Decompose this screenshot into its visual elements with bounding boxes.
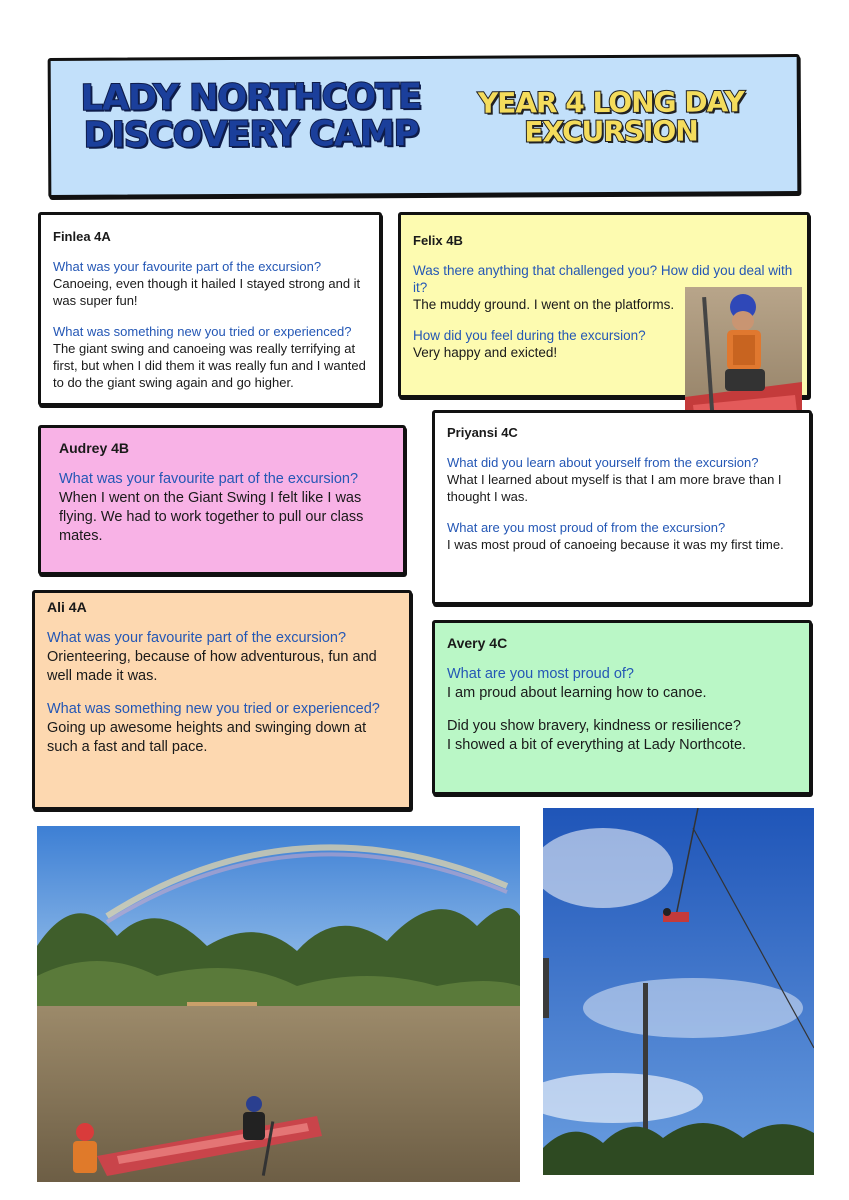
question: What are you most proud of from the excursion? xyxy=(447,520,726,535)
question: What was something new you tried or experienced? xyxy=(53,324,352,339)
answer: I am proud about learning how to canoe. xyxy=(447,685,707,701)
question: What was something new you tried or experienced? xyxy=(47,701,380,717)
answer: Canoeing, even though it hailed I stayed strong and it was super fun! xyxy=(53,276,361,308)
student-name: Ali 4A xyxy=(47,599,87,615)
student-name: Audrey 4B xyxy=(59,440,130,456)
excursion-title xyxy=(461,87,761,147)
question: What are you most proud of? xyxy=(447,666,634,682)
card-finlea xyxy=(38,212,382,406)
lake-canoe-photo xyxy=(37,826,520,1182)
camp-title-line-2: DISCOVERY CAMP xyxy=(83,113,419,156)
card-priyansi xyxy=(432,410,812,605)
answer-line: I showed a bit of everything at Lady Northcote. xyxy=(447,737,747,753)
answer: The muddy ground. I went on the platforms. xyxy=(413,297,675,312)
question: Was there anything that challenged you? How did you deal with it? xyxy=(413,263,793,295)
question: What was your favourite part of the excursion? xyxy=(47,630,347,646)
giant-swing-photo xyxy=(543,808,814,1175)
student-name: Priyansi 4C xyxy=(447,425,518,440)
card-avery xyxy=(432,620,812,795)
camp-title-line-1: LADY NORTHCOTE xyxy=(80,77,422,119)
answer: Orienteering, because of how adventurous, fun and well made it was. xyxy=(47,649,377,684)
answer: I was most proud of canoeing because it was my first time. xyxy=(447,537,784,552)
card-ali xyxy=(32,590,412,810)
question: What was your favourite part of the excursion? xyxy=(53,259,322,274)
student-name: Felix 4B xyxy=(413,233,463,248)
answer: When I went on the Giant Swing I felt like I was flying. We had to work together to pull our class mates. xyxy=(59,490,364,544)
answer: What I learned about myself is that I am more brave than I thought I was. xyxy=(447,472,782,504)
question: What was your favourite part of the excursion? xyxy=(59,471,359,487)
student-name: Avery 4C xyxy=(447,635,508,651)
header-banner xyxy=(48,54,801,198)
card-audrey xyxy=(38,425,406,575)
answer: Very happy and exicted! xyxy=(413,345,558,360)
answer: Going up awesome heights and swinging down at such a fast and tall pace. xyxy=(47,720,367,755)
answer xyxy=(447,717,797,755)
answer: The giant swing and canoeing was really terrifying at first, but when I did them it was really fun and I wanted to do the giant swing again and go higher. xyxy=(53,341,366,390)
excursion-title-line-1: YEAR 4 LONG DAY xyxy=(477,85,744,120)
camp-title xyxy=(71,79,431,154)
question: What did you learn about yourself from the excursion? xyxy=(447,455,759,470)
answer-line: Did you show bravery, kindness or resilience? xyxy=(447,718,741,734)
student-name: Finlea 4A xyxy=(53,229,111,244)
excursion-title-line-2: EXCURSION xyxy=(524,114,698,149)
question: How did you feel during the excursion? xyxy=(413,328,646,343)
